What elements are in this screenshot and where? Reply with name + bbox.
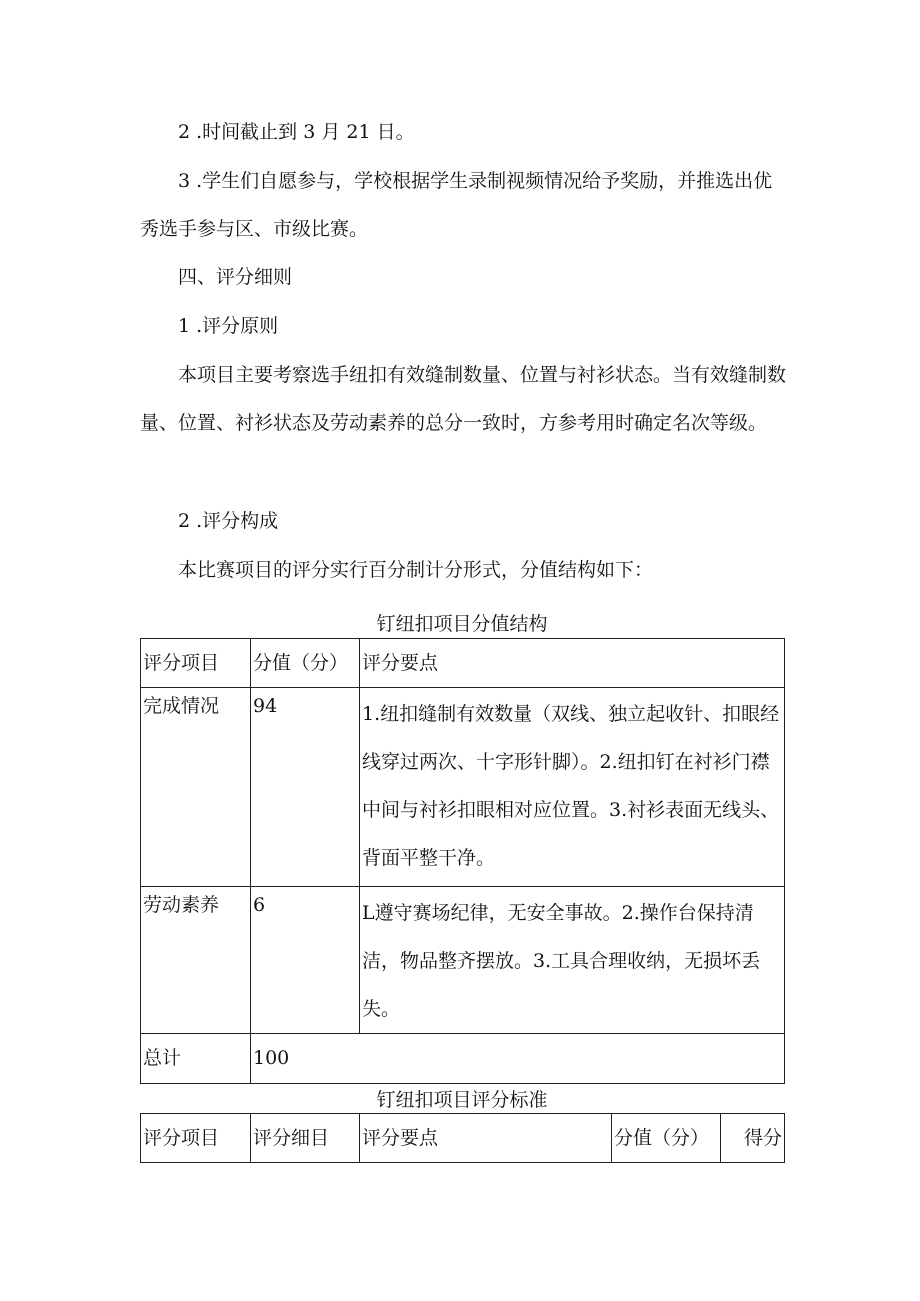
row-item: 完成情况 <box>141 688 251 887</box>
row-score: 94 <box>251 688 360 887</box>
paragraph-scoring-composition: 本比赛项目的评分实行百分制计分形式，分值结构如下： <box>178 559 654 581</box>
table-header-row <box>141 1114 785 1163</box>
row-score: 6 <box>251 887 360 1034</box>
table2-caption: 钉纽扣项目评分标准 <box>376 1089 548 1111</box>
subheading-scoring-composition: 2 .评分构成 <box>178 510 279 532</box>
header-cell: 分值（分） <box>612 1114 721 1163</box>
section-heading-scoring-rules: 四、评分细则 <box>178 266 293 288</box>
header-cell: 得分 <box>721 1114 785 1163</box>
score-structure-table <box>140 638 785 1084</box>
subheading-scoring-principle: 1 .评分原则 <box>178 315 279 337</box>
total-value: 100 <box>251 1034 785 1084</box>
header-cell: 评分细目 <box>251 1114 360 1163</box>
header-cell: 分值（分） <box>251 639 360 688</box>
paragraph-deadline: 2 .时间截止到 3 月 21 日。 <box>178 121 415 143</box>
table1-caption: 钉纽扣项目分值结构 <box>376 613 548 635</box>
header-cell: 评分项目 <box>141 639 251 688</box>
row-item: 劳动素养 <box>141 887 251 1034</box>
row-points: L遵守赛场纪律，无安全事故。2.操作台保持清洁，物品整齐摆放。3.工具合理收纳，无损坏丢失。 <box>360 887 785 1034</box>
row-points: 1.纽扣缝制有效数量（双线、独立起收针、扣眼经线穿过两次、十字形针脚）。2.纽扣钉在衬衫门襟中间与衬衫扣眼相对应位置。3.衬衫表面无线头、背面平整干净。 <box>360 688 785 887</box>
table-header-row <box>141 639 785 688</box>
header-cell: 评分要点 <box>360 1114 612 1163</box>
table-row <box>141 887 785 1034</box>
header-cell: 评分项目 <box>141 1114 251 1163</box>
table-row <box>141 688 785 887</box>
header-cell: 评分要点 <box>360 639 785 688</box>
paragraph-participation: 3 .学生们自愿参与，学校根据学生录制视频情况给予奖励，并推选出优秀选手参与区、市级比赛。 <box>140 170 773 240</box>
table-total-row <box>141 1034 785 1084</box>
scoring-standard-table <box>140 1113 785 1163</box>
total-label: 总计 <box>141 1034 251 1084</box>
paragraph-scoring-principle: 本项目主要考察选手纽扣有效缝制数量、位置与衬衫状态。当有效缝制数量、位置、衬衫状态及劳动素养的总分一致时，方参考用时确定名次等级。 <box>140 364 787 434</box>
